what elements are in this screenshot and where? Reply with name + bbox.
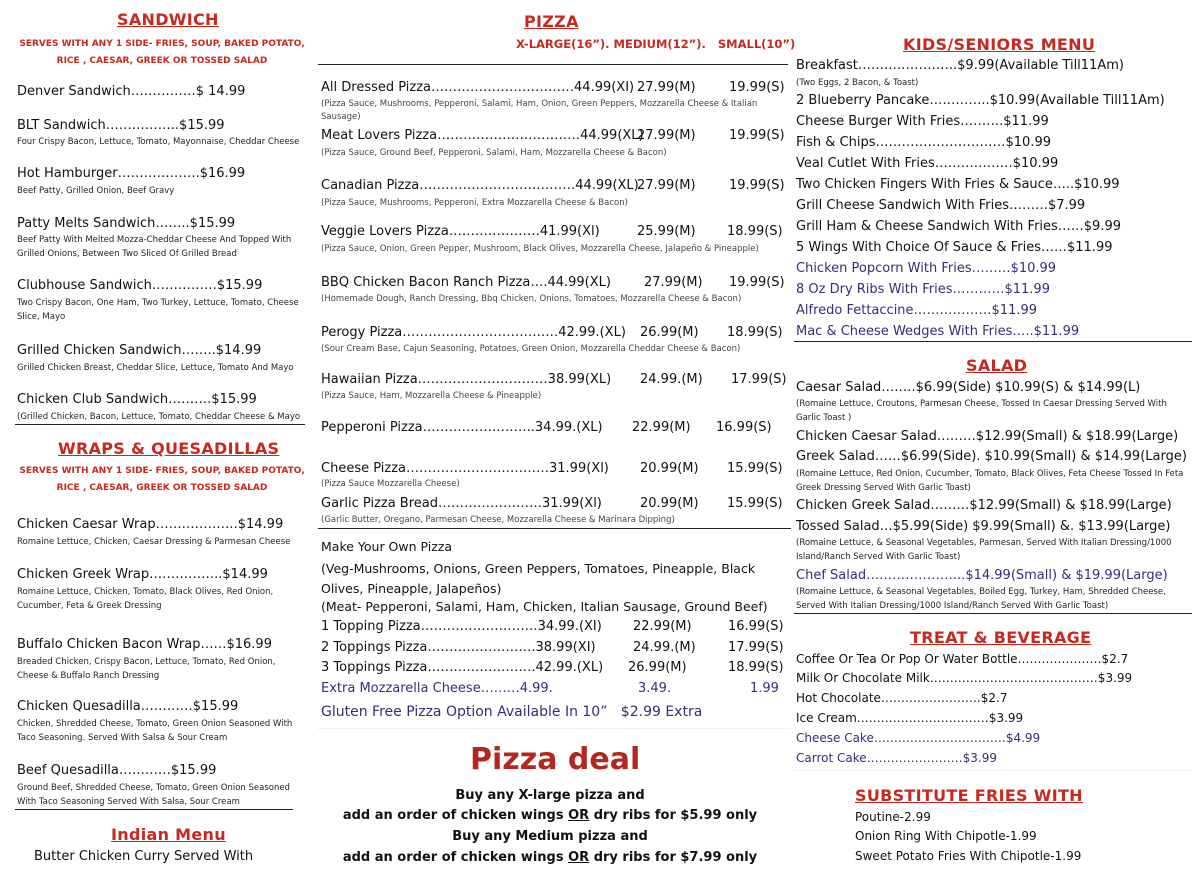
pizza-item-desc: (Pizza Sauce, Ground Beef, Pepperoni, Salami, Ham, Mozzarella Cheese & Bacon) [321, 148, 667, 158]
menu-item-desc: Chicken, Shredded Cheese, Tomato, Green Onion Seasoned With Taco Seasoning. Served With Salsa & Sour Cream [17, 719, 293, 743]
menu-item-name: Patty Melts Sandwich……..$15.99 [17, 216, 236, 231]
kids-item: Cheese Burger With Fries……….$11.99 [796, 114, 1049, 129]
topping-price-medium: 3.49. [638, 681, 672, 696]
pizza-price-small: 18.99(S) [727, 325, 783, 340]
deal-or: OR [568, 808, 590, 823]
menu-item-desc: Romaine Lettuce, Chicken, Caesar Dressing & Parmesan Cheese [17, 537, 291, 547]
sandwich-title: SANDWICH [117, 10, 219, 29]
divider [318, 64, 788, 65]
pizza-item-desc: (Sour Cream Base, Cajun Seasoning, Potatoes, Green Onion, Mozzarella Cheddar Cheese & Bacon) [321, 344, 741, 354]
pizza-item-name: Meat Lovers Pizza……………………………44.99(XL) [321, 128, 644, 143]
deal-or: OR [568, 850, 590, 865]
topping-price-medium: 26.99(M) [628, 660, 687, 675]
pizza-item-name: Cheese Pizza……………………………31.99(Xl) [321, 461, 609, 476]
pizza-price-medium: 27.99(M) [637, 178, 696, 193]
salad-desc: (Romaine Lettuce, Red Onion, Cucumber, Tomato, Black Olives, Feta Cheese Tossed In Feta Greek Dressing Served With Garlic Toast) [796, 469, 1184, 493]
sandwich-serves-note: SERVES WITH ANY 1 SIDE- FRIES, SOUP, BAKED POTATO, RICE , CAESAR, GREEK OR TOSSED SALAD [19, 39, 305, 66]
topping-price-medium: 24.99.(M) [633, 640, 696, 655]
pizza-item-name: Veggie Lovers Pizza…………………41.99(Xl) [321, 224, 600, 239]
kids-item: Fish & Chips…………………………$10.99 [796, 135, 1051, 150]
pizza-price-medium: 25.99(M) [637, 224, 696, 239]
kids-item: Mac & Cheese Wedges With Fries…..$11.99 [796, 324, 1080, 339]
substitute-title: SUBSTITUTE FRIES WITH [855, 786, 1083, 805]
menu-item-name: Chicken Club Sandwich……….$15.99 [17, 392, 257, 407]
kids-item: Veal Cutlet With Fries………………$10.99 [796, 156, 1059, 171]
divider [794, 770, 1192, 771]
divider [15, 809, 293, 810]
veg-toppings: (Veg-Mushrooms, Onions, Green Peppers, Tomatoes, Pineapple, Black Olives, Pineapple, Jalapeños) [321, 561, 756, 596]
pizza-price-small: 19.99(S) [729, 178, 785, 193]
menu-item-desc: (Two Eggs, 2 Bacon, & Toast) [796, 78, 919, 88]
divider [794, 613, 1192, 614]
pizza-item-desc: (Pizza Sauce, Onion, Green Pepper, Mushroom, Black Olives, Mozzarella Cheese, Jalapeño & Pineapple) [321, 244, 759, 254]
menu-item-name: BLT Sandwich……………..$15.99 [17, 118, 225, 133]
menu-item-desc: Ground Beef, Shredded Cheese, Tomato, Green Onion Seasoned With Taco Seasoning Served With Salsa, Sour Cream [17, 783, 290, 807]
salad-title: SALAD [966, 356, 1028, 375]
pizza-item-desc: (Pizza Sauce, Mushrooms, Pepperoni, Extra Mozzarella Cheese & Bacon) [321, 198, 628, 208]
pizza-deal-title: Pizza deal [470, 742, 641, 777]
deal-text: dry ribs for $7.99 only [589, 850, 758, 865]
salad-desc: (Romaine Lettuce, & Seasonal Vegetables, Parmesan, Served With Italian Dressing/1000 Island/Ranch Served With Garlic Toast) [796, 538, 1172, 562]
salad-item: Chicken Caesar Salad………$12.99(Small) & $18.99(Large) [796, 429, 1179, 444]
salad-desc: (Romaine Lettuce, Croutons, Parmesan Cheese, Tossed In Caesar Dressing Served With Garlic Toast ) [796, 399, 1167, 423]
substitute-item: Sweet Potato Fries With Chipotle-1.99 [855, 849, 1082, 863]
menu-item-desc: Four Crispy Bacon, Lettuce, Tomato, Mayonnaise, Cheddar Cheese [17, 137, 300, 147]
deal-line [310, 850, 790, 865]
kids-item: 5 Wings With Choice Of Sauce & Fries……$11.99 [796, 240, 1113, 255]
topping-name: 1 Topping Pizza………………………34.99.(XI) [321, 619, 602, 634]
deal-text: add an order of chicken wings [342, 808, 569, 823]
topping-name: 3 Toppings Pizza…………………….42.99.(XL) [321, 660, 604, 675]
pizza-item-name: Canadian Pizza………………………………44.99(XL) [321, 178, 639, 193]
treat-item: Ice Cream……………………………$3.99 [796, 711, 1024, 725]
substitute-item: Poutine-2.99 [855, 810, 931, 824]
deal-text: add an order of chicken wings [342, 850, 569, 865]
wraps-title: WRAPS & QUESADILLAS [58, 439, 280, 458]
topping-price-medium: 22.99(M) [633, 619, 692, 634]
deal-line: Buy any Medium pizza and [452, 829, 648, 844]
treat-title: TREAT & BEVERAGE [910, 628, 1092, 647]
divider [794, 341, 1192, 342]
deal-text: dry ribs for $5.99 only [589, 808, 758, 823]
pizza-item-desc: (Pizza Sauce, Ham, Mozzarella Cheese & Pineapple) [321, 391, 542, 401]
pizza-price-medium: 20.99(M) [640, 496, 699, 511]
menu-item-name: Butter Chicken Curry Served With [34, 849, 254, 864]
pizza-price-small: 16.99(S) [716, 420, 772, 435]
pizza-price-medium: 27.99(M) [637, 80, 696, 95]
pizza-price-small: 15.99(S) [727, 461, 783, 476]
pizza-item-name: All Dressed Pizza……………………………44.99(XI) [321, 80, 635, 95]
pizza-price-medium: 20.99(M) [640, 461, 699, 476]
kids-item: Grill Ham & Cheese Sandwich With Fries……$9.99 [796, 219, 1122, 234]
pizza-price-medium: 24.99.(M) [640, 372, 703, 387]
pizza-title: PIZZA [524, 12, 579, 31]
menu-item-desc: Grilled Chicken Breast, Cheddar Slice, Lettuce, Tomato And Mayo [17, 363, 294, 373]
kids-item: Two Chicken Fingers With Fries & Sauce…..$10.99 [796, 177, 1120, 192]
pizza-price-small: 19.99(S) [729, 80, 785, 95]
topping-price-small: 1.99 [750, 681, 779, 696]
deal-line [310, 808, 790, 823]
topping-name: 2 Toppings Pizza…………………….38.99(XI) [321, 640, 596, 655]
menu-item-name: Buffalo Chicken Bacon Wrap……$16.99 [17, 637, 272, 652]
kids-item: Grill Cheese Sandwich With Fries………$7.99 [796, 198, 1086, 213]
pizza-price-medium: 27.99(M) [644, 275, 703, 290]
pizza-item-name: Pepperoni Pizza……………………..34.99.(XL) [321, 420, 603, 435]
pizza-price-medium: 26.99(M) [640, 325, 699, 340]
menu-item-desc: Romaine Lettuce, Chicken, Tomato, Black Olives, Red Onion, Cucumber, Feta & Greek Dressing [17, 587, 274, 611]
kids-item: Chicken Popcorn With Fries………$10.99 [796, 261, 1057, 276]
salad-item: Tossed Salad…$5.99(Side) $9.99(Small) &. $13.99(Large) [796, 519, 1171, 534]
menu-item-desc: (Grilled Chicken, Bacon, Lettuce, Tomato, Cheddar Cheese & Mayo [17, 412, 301, 422]
pizza-price-small: 17.99(S) [731, 372, 787, 387]
menu-item-name: Chicken Caesar Wrap……………….$14.99 [17, 517, 284, 532]
topping-name: Extra Mozzarella Cheese………4.99. [321, 681, 553, 696]
menu-item-desc: Beef Patty, Grilled Onion, Beef Gravy [17, 186, 175, 196]
pizza-price-medium: 27.99(M) [637, 128, 696, 143]
divider [15, 424, 305, 425]
pizza-item-name: Hawaiian Pizza…………………………38.99(XL) [321, 372, 612, 387]
menu-item-name: Denver Sandwich……………$ 14.99 [17, 84, 246, 99]
salad-item: Caesar Salad……..$6.99(Side) $10.99(S) & $14.99(L) [796, 380, 1141, 395]
pizza-sizes: X-LARGE(16”). MEDIUM(12”). SMALL(10”) [516, 37, 796, 51]
pizza-price-small: 18.99(S) [727, 224, 783, 239]
divider [318, 528, 791, 529]
salad-desc: (Romaine Lettuce, & Seasonal Vegetables, Boiled Egg, Turkey, Ham, Shredded Cheese, Served With Italian Dressing/1000 Island/Ranch Served With Garlic Toast) [796, 587, 1166, 611]
meat-toppings: (Meat- Pepperoni, Salami, Ham, Chicken, Italian Sausage, Ground Beef) [321, 599, 768, 614]
pizza-item-name: Garlic Pizza Bread……………………31.99(Xl) [321, 496, 602, 511]
substitute-item: Onion Ring With Chipotle-1.99 [855, 829, 1037, 843]
kids-item: 8 Oz Dry Ribs With Fries…………$11.99 [796, 282, 1050, 297]
pizza-item-desc: (Pizza Sauce Mozzarella Cheese) [321, 479, 460, 489]
menu-item-name: Chicken Quesadilla…………$15.99 [17, 699, 239, 714]
menu-item-name: Hot Hamburger……………….$16.99 [17, 166, 246, 181]
treat-item: Carrot Cake……………………$3.99 [796, 751, 997, 765]
pizza-price-small: 15.99(S) [727, 496, 783, 511]
topping-price-small: 18.99(S) [728, 660, 784, 675]
salad-item: Chef Salad…………………..$14.99(Small) & $19.99(Large) [796, 568, 1168, 583]
menu-item-name: Clubhouse Sandwich……………$15.99 [17, 278, 263, 293]
treat-item: Cheese Cake……………………………$4.99 [796, 731, 1041, 745]
indian-menu-title: Indian Menu [111, 825, 226, 844]
kids-item: 2 Blueberry Pancake…………..$10.99(Available Till11Am) [796, 93, 1165, 108]
pizza-price-small: 19.99(S) [729, 275, 785, 290]
menu-item-name: Chicken Greek Wrap……………..$14.99 [17, 567, 268, 582]
gluten-free-note: Gluten Free Pizza Option Available In 10” $2.99 Extra [321, 704, 703, 720]
topping-price-small: 16.99(S) [728, 619, 784, 634]
menu-item-desc: Two Crispy Bacon, One Ham, Two Turkey, Lettuce, Tomato, Cheese Slice, Mayo [17, 298, 299, 322]
treat-item: Milk Or Chocolate Milk……………………………………$3.99 [796, 671, 1133, 685]
kids-item: Alfredo Fettaccine………………$11.99 [796, 303, 1038, 318]
salad-item: Greek Salad……$6.99(Side). $10.99(Small) & $14.99(Large) [796, 449, 1187, 464]
pizza-item-desc: (Garlic Butter, Oregano, Parmesan Cheese, Mozzarella Cheese & Marinara Dipping) [321, 515, 675, 525]
treat-item: Hot Chocolate…………………….$2.7 [796, 691, 1008, 705]
kids-seniors-title: KIDS/SENIORS MENU [903, 35, 1096, 54]
salad-item: Chicken Greek Salad………$12.99(Small) & $18.99(Large) [796, 498, 1172, 513]
topping-price-small: 17.99(S) [728, 640, 784, 655]
deal-line: Buy any X-large pizza and [455, 788, 645, 803]
pizza-item-name: BBQ Chicken Bacon Ranch Pizza….44.99(XL) [321, 275, 611, 290]
menu-item-desc: Breaded Chicken, Crispy Bacon, Lettuce, Tomato, Red Onion, Cheese & Buffalo Ranch Dressing [17, 657, 276, 681]
divider [318, 728, 791, 729]
menu-item-desc: Beef Patty With Melted Mozza-Cheddar Cheese And Topped With Grilled Onions, Between Two Sliced Of Grilled Bread [17, 235, 292, 259]
pizza-price-medium: 22.99(M) [632, 420, 691, 435]
pizza-item-desc: (Pizza Sauce, Mushrooms, Pepperoni, Salami, Ham, Onion, Green Peppers, Mozzarella Cheese & Italian Sausage) [321, 99, 758, 122]
make-own-title: Make Your Own Pizza [321, 539, 453, 554]
treat-item: Coffee Or Tea Or Pop Or Water Bottle…………………$2.7 [796, 652, 1129, 666]
wraps-serves-note: SERVES WITH ANY 1 SIDE- FRIES, SOUP, BAKED POTATO, RICE , CAESAR, GREEK OR TOSSED SALAD [19, 466, 305, 493]
menu-item-name: Beef Quesadilla…………$15.99 [17, 763, 217, 778]
pizza-price-small: 19.99(S) [729, 128, 785, 143]
pizza-item-name: Perogy Pizza………………………………42.99.(XL) [321, 325, 626, 340]
menu-item-name: Breakfast…………………..$9.99(Available Till11Am) [796, 58, 1124, 73]
menu-item-name: Grilled Chicken Sandwich……..$14.99 [17, 343, 262, 358]
pizza-item-desc: (Homemade Dough, Ranch Dressing, Bbq Chicken, Onions, Tomatoes, Mozzarella Cheese & Bacon) [321, 294, 742, 304]
